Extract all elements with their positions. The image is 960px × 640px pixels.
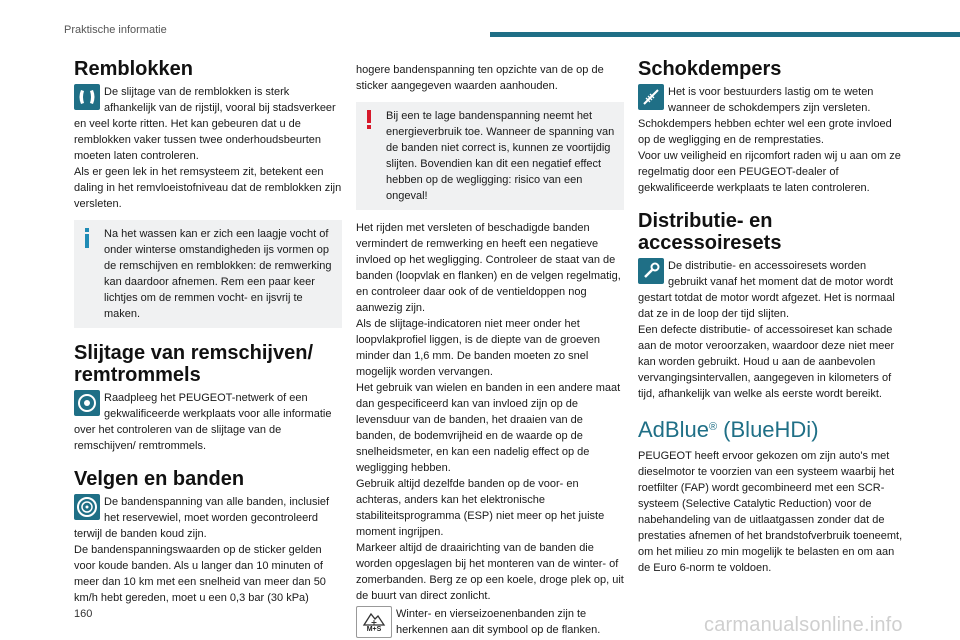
warning-note: [356, 102, 624, 210]
banden-para-5: Markeer altijd de draairichting van de banden die worden opgeslagen bij het monteren van de winter- of zomerbanden. Berg ze op een koele, droge plek op, uit de buurt van direct zonlicht.: [356, 542, 624, 602]
winter-text: Winter- en vierseizoenenbanden zijn te herkennen aan dit symbool op de flanken.: [396, 608, 601, 636]
schokdempers-text-2: Voor uw veiligheid en rijcomfort raden wij u aan om ze regelmatig door een PEUGEOT-dealer of gekwalificeerde werkplaats te laten controleren.: [638, 150, 901, 194]
banden-para-1: Het rijden met versleten of beschadigde banden vermindert de remwerking en heeft een negatieve invloed op het wegligging. Controleer de staat van de banden (loopvlak en flanken) en de velgen regelmatig, en controleer daar ook of de ventieldoppen nog aanwezig zijn.: [356, 222, 621, 314]
banden-para-4: Gebruik altijd dezelfde banden op de voor- en achteras, anders kan het elektronische stabiliteitsprogramma (ESP) niet meer op het juiste moment ingrijpen.: [356, 478, 605, 538]
velgen-text: De bandenspanning van alle banden, inclusief het reservewiel, moet worden gecontroleerd terwijl de banden koud zijn.: [74, 496, 330, 540]
header-accent-bar: [490, 32, 960, 37]
mountain-snowflake-icon: [356, 606, 392, 638]
brake-pad-icon: [74, 84, 100, 110]
brake-disc-icon: [74, 390, 100, 416]
remblokken-text-2: Als er geen lek in het remsysteem zit, betekent een daling in het remvloeistofniveau dat de remblokken zijn versleten.: [74, 166, 342, 210]
shock-absorber-icon: [638, 84, 664, 110]
schokdempers-text: Het is voor bestuurders lastig om te weten wanneer de schokdempers zijn versleten. Schokdempers hebben echter wel een grote invloed op de wegligging en de remprestaties.: [638, 86, 892, 146]
distributie-text: De distributie- en accessoiresets worden gebruikt vanaf het moment dat de motor wordt gestart totdat de motor wordt afgezet. Het is normaal dat ze in de loop der tijd slijten.: [638, 260, 895, 320]
banden-para-3: Het gebruik van wielen en banden in een andere maat dan gespecificeerd kan van invloed zijn op de levensduur van de banden, het draaien van de banden, de bodemvrijheid en de waarde op de snelheidsmeter, en kan een nadelig effect op de wegligging hebben.: [356, 382, 621, 474]
heading-schokdempers: Schokdempers: [638, 58, 782, 80]
heading-remblokken: Remblokken: [74, 58, 193, 80]
adblue-title-sup: ®: [708, 421, 718, 433]
column-1: [74, 58, 342, 606]
wheel-icon: [74, 494, 100, 520]
heading-remschijven: Slijtage van remschijven/ remtrommels: [74, 342, 313, 386]
winter-icon-label: M+S: [366, 626, 382, 633]
velgen-text-2: De bandenspanningswaarden op de sticker gelden voor koude banden. Als u langer dan 10 minuten of meer dan 10 km met een snelheid van meer dan 50 km/h hebt gereden, moet u een 0,3 bar (30 kPa): [74, 544, 326, 604]
info-note: [74, 220, 342, 328]
info-note-text: Na het wassen kan er zich een laagje vocht of onder winterse omstandigheden ijs vormen op de remschijven en remblokken: de remwerking kan daardoor afnemen. Rem een paar keer lichtjes om de remmen vocht- en ijsvrij te maken.: [104, 228, 332, 320]
page-number: 160: [74, 608, 93, 620]
info-icon: [82, 228, 92, 253]
warning-text: Bij een te lage bandenspanning neemt het energieverbruik toe. Wanneer de spanning van de banden niet correct is, kunnen ze voortijdig slijten. Bovendien kan dit een negatief effect hebben op de wegligging: risico van een ongeval!: [386, 110, 615, 202]
remschijven-text: Raadpleeg het PEUGEOT-netwerk of een gekwalificeerde werkplaats voor alle informatie over het controleren van de slijtage van de remschijven/ remtrommels.: [74, 392, 332, 452]
adblue-title-rest: (BlueHDi): [717, 417, 819, 442]
column-2: [356, 62, 624, 640]
continuation-text: hogere bandenspanning ten opzichte van de op de sticker aangegeven waarden aanhouden.: [356, 64, 604, 92]
adblue-text: PEUGEOT heeft ervoor gekozen om zijn auto's met dieselmotor te voorzien van een systeem waarbij het roetfilter (FAP) wordt gecombineerd met een SCR-systeem (Selective Catalytic Reduction) voor de nabehandeling van de uitlaatgassen zonder dat de prestaties afnemen of het brandstofverbruik toeneemt, om het milieu zo min mogelijk te belasten en om aan de Euro 6-norm te voldoen.: [638, 450, 903, 575]
heading-velgen: Velgen en banden: [74, 468, 245, 490]
warning-icon: [364, 110, 374, 135]
section-label: Praktische informatie: [64, 24, 167, 36]
footer-watermark: carmanualsonline.info: [704, 614, 903, 636]
adblue-title-main: AdBlue: [638, 417, 709, 442]
heading-distributie: Distributie- en accessoiresets: [638, 210, 782, 254]
banden-para-2: Als de slijtage-indicatoren niet meer onder het loopvlakprofiel liggen, is de diepte van de groeven minder dan 1,6 mm. De banden moeten zo snel mogelijk worden vervangen.: [356, 318, 600, 378]
remblokken-text: De slijtage van de remblokken is sterk afhankelijk van de rijstijl, vooral bij stadsverkeer en veel korte ritten. Het kan gebeuren dat u de remblokken vaker tussen twee onderhoudsbeurten moeten laten controleren.: [74, 86, 336, 162]
heading-adblue: [638, 418, 906, 442]
distributie-text-2: Een defecte distributie- of accessoireset kan schade aan de motor veroorzaken, waardoor deze niet meer kan worden gebruikt. Houd u aan de aanbevolen vervangingsintervallen, aangegeven in kilometers of tijd, afhankelijk van welke als eerste wordt bereikt.: [638, 324, 895, 400]
column-3: [638, 58, 906, 576]
wrench-icon: [638, 258, 664, 284]
